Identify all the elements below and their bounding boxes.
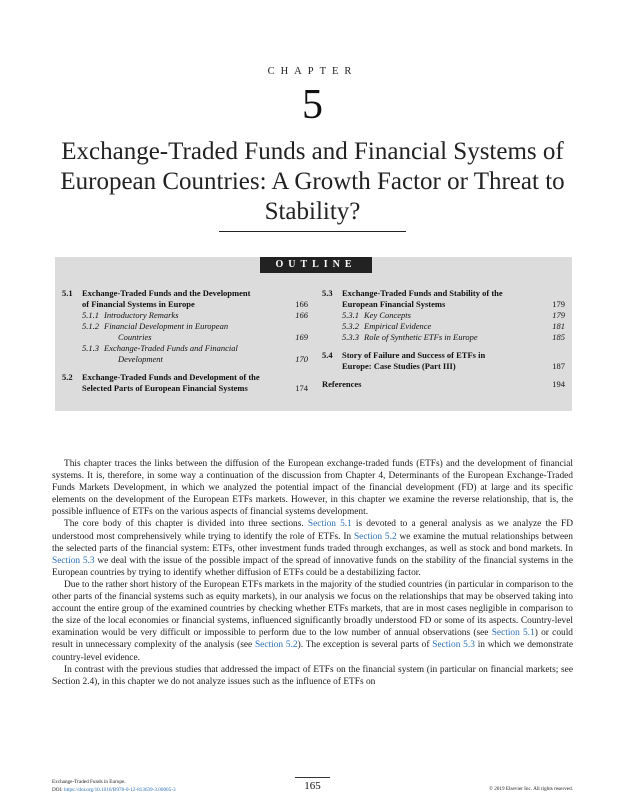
toc-entry-title: Financial Development in European bbox=[104, 321, 229, 331]
toc-entry-title: Exchange-Traded Funds and the Development bbox=[82, 288, 251, 298]
toc-entry-title-cont: European Financial Systems bbox=[342, 299, 446, 309]
toc-entry-title: Exchange-Traded Funds and Development of the bbox=[82, 372, 260, 382]
toc-entry-title-cont: Development bbox=[118, 354, 163, 364]
toc-entry-references[interactable] bbox=[322, 379, 565, 390]
paragraph: The core body of this chapter is divided into three sections. Section 5.1 is devoted to a general analysis as we analyze the FD understood most comprehensively while trying to identify the role of ETFs. In Section 5.2 we examine the mutual relationships between the selected parts of the financial system: ETFs, other investment funds traded through exchanges, as well as stock and bond markets. In Section 5.3 we deal with the issue of the possible impact of the spread of innovative funds on the stability of the financial systems in the European countries by trying to identify whether diffusion of ETFs could be a destabilizing factor. bbox=[52, 519, 573, 578]
outline-column-right bbox=[322, 288, 565, 390]
section-link[interactable]: Section 5.3 bbox=[52, 555, 95, 566]
paragraph: This chapter traces the links between the diffusion of the European exchange-traded funds (ETFs) and the development of financial systems. It is, therefore, in some way a continuation of the discussion from Chapter 4, Determinants of the European Exchange-Traded Funds Markets Development, in which we analyzed the potential impact of the financial development (FD) at large and its specific elements on the development of the European ETFs markets. However, in this chapter we examine the reverse relationship, that is, the possible influence of ETFs on the various aspects of financial systems development. bbox=[52, 459, 573, 518]
toc-entry-5-1-3[interactable] bbox=[62, 343, 308, 365]
title-divider bbox=[219, 231, 406, 232]
copyright: © 2019 Elsevier Inc. All rights reserved. bbox=[488, 786, 573, 792]
toc-entry-title: Role of Synthetic ETFs in Europe bbox=[364, 332, 478, 342]
section-link[interactable]: Section 5.1 bbox=[491, 628, 535, 639]
toc-entry-number: 5.1.3 bbox=[82, 343, 99, 353]
toc-entry-number: 5.2 bbox=[62, 372, 73, 382]
section-link[interactable]: Section 5.2 bbox=[353, 531, 397, 542]
toc-entry-5-3-3[interactable] bbox=[322, 332, 565, 343]
paragraph: Due to the rather short history of the European ETFs markets in the majority of the studied countries (in particular in comparison to the other parts of the financial systems such as equity markets), in our analysis we focus on the relationships that may be observed taking into account the entire group of the examined countries by checking whether ETFs markets, that are in most cases negligible in comparison to the size of the local economies or financial systems, influenced significantly broadly understood FD or some of its aspects. Country-level examination would be very difficult or impossible to perform due to the low number of annual observations (see Section 5.1) or could result in unnecessary complexity of the analysis (see Section 5.2). The exception is several parts of Section 5.3 in which we demonstrate country-level evidence. bbox=[52, 579, 574, 663]
section-link[interactable]: Section 5.1 bbox=[307, 519, 352, 530]
toc-entry-number: 5.1.1 bbox=[82, 310, 99, 320]
toc-entry-title-cont: Europe: Case Studies (Part III) bbox=[342, 361, 456, 371]
toc-entry-5-3-2[interactable] bbox=[322, 321, 565, 332]
toc-entry-title: References bbox=[322, 379, 362, 389]
toc-entry-page: 187 bbox=[552, 361, 565, 371]
toc-entry-page: 179 bbox=[552, 299, 565, 309]
body-text bbox=[52, 458, 573, 688]
toc-entry-title: Empirical Evidence bbox=[364, 321, 432, 331]
toc-entry-5-1-1[interactable] bbox=[62, 310, 308, 321]
toc-entry-5-1-2[interactable] bbox=[62, 321, 308, 343]
toc-entry-number: 5.3.1 bbox=[342, 310, 359, 320]
section-link[interactable]: Section 5.2 bbox=[254, 640, 298, 651]
toc-entry-title-cont: Countries bbox=[118, 332, 152, 342]
toc-entry-number: 5.1.2 bbox=[82, 321, 99, 331]
outline-label: OUTLINE bbox=[260, 257, 372, 273]
toc-entry-number: 5.3.3 bbox=[342, 332, 359, 342]
toc-entry-number: 5.3 bbox=[322, 288, 333, 298]
toc-entry-5-3-1[interactable] bbox=[322, 310, 565, 321]
page-number: 165 bbox=[304, 780, 321, 792]
chapter-number: 5 bbox=[302, 82, 323, 128]
toc-entry-title: Exchange-Traded Funds and Stability of the bbox=[342, 288, 503, 298]
chapter-title: Exchange-Traded Funds and Financial Systems of European Countries: A Growth Factor or Threat to Stability? bbox=[60, 138, 565, 225]
doi-link[interactable]: https://doi.org/10.1016/B978-0-12-813639-3.00005-3 bbox=[63, 787, 176, 793]
toc-entry-page: 185 bbox=[552, 332, 565, 342]
toc-entry-5-2[interactable] bbox=[62, 372, 308, 394]
toc-entry-5-3[interactable] bbox=[322, 288, 565, 310]
toc-entry-page: 174 bbox=[295, 383, 308, 393]
toc-entry-page: 166 bbox=[295, 310, 308, 320]
toc-entry-page: 169 bbox=[295, 332, 308, 342]
book-title: Exchange-Traded Funds in Europe. bbox=[52, 779, 126, 785]
toc-entry-5-4[interactable] bbox=[322, 350, 565, 372]
toc-entry-title-cont: Selected Parts of European Financial Systems bbox=[82, 383, 248, 393]
toc-entry-title-cont: of Financial Systems in Europe bbox=[82, 299, 195, 309]
toc-entry-number: 5.1 bbox=[62, 288, 73, 298]
footer-divider bbox=[295, 777, 330, 778]
toc-entry-page: 181 bbox=[552, 321, 565, 331]
outline-column-left bbox=[62, 288, 308, 394]
toc-entry-number: 5.4 bbox=[322, 350, 333, 360]
section-link[interactable]: Section 5.3 bbox=[432, 640, 475, 651]
toc-entry-page: 179 bbox=[552, 310, 565, 320]
toc-entry-title: Introductory Remarks bbox=[104, 310, 179, 320]
doi-label: DOI: bbox=[52, 787, 64, 793]
toc-entry-title: Story of Failure and Success of ETFs in bbox=[342, 350, 486, 360]
chapter-label: CHAPTER bbox=[267, 66, 358, 77]
paragraph: In contrast with the previous studies that addressed the impact of ETFs on the financial system (in particular on financial markets; see Section 2.4), in this chapter we do not analyze issues such as the influence of ETFs on bbox=[52, 664, 573, 687]
toc-entry-5-1[interactable] bbox=[62, 288, 308, 310]
toc-entry-page: 166 bbox=[295, 299, 308, 309]
toc-entry-page: 170 bbox=[295, 354, 308, 364]
toc-entry-number: 5.3.2 bbox=[342, 321, 359, 331]
toc-entry-title: Key Concepts bbox=[364, 310, 411, 320]
toc-entry-title: Exchange-Traded Funds and Financial bbox=[104, 343, 238, 353]
toc-entry-page: 194 bbox=[552, 379, 565, 389]
